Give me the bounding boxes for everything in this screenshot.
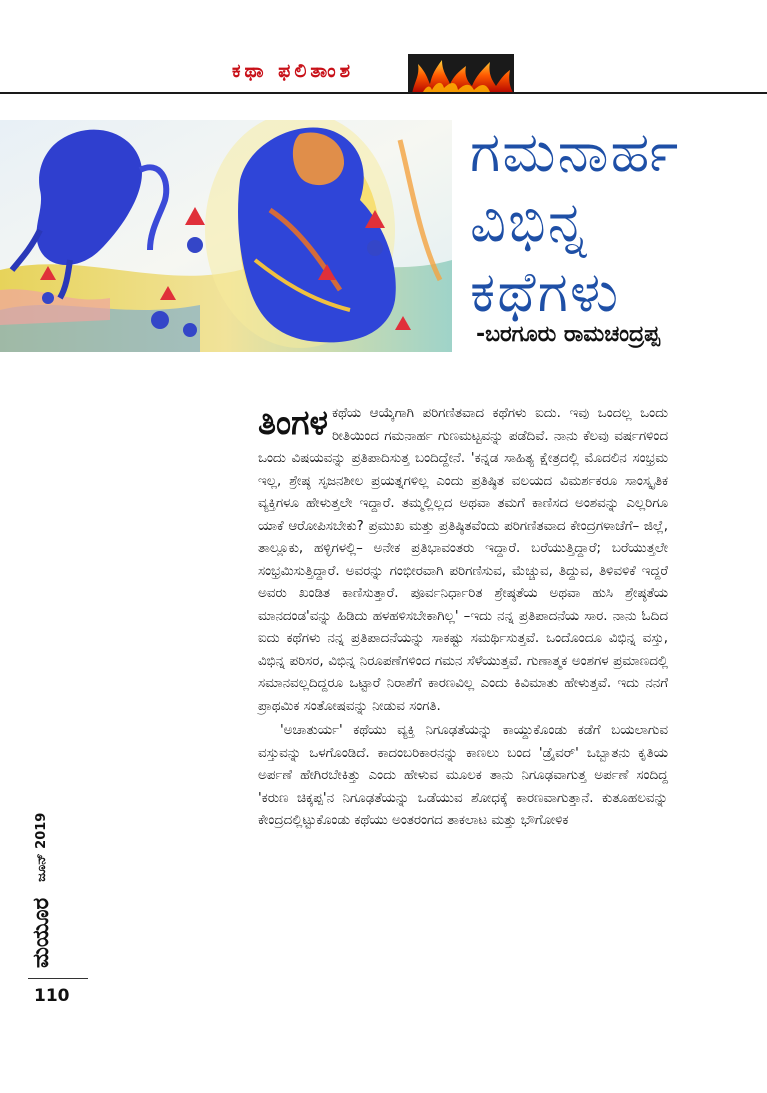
paragraph-1-text: ಕಥೆಯ ಆಯ್ಕೆಗಾಗಿ ಪರಿಗಣಿತವಾದ ಕಥೆಗಳು ಐದು. ಇವು ಒಂದಲ್ಲ ಒಂದು ರೀತಿಯಿಂದ ಗಮನಾರ್ಹ ಗುಣಮಟ್ಟವನ್ನು ಪಡೆದಿವೆ. ನಾನು ಕೆಲವು ವರ್ಷಗಳಿಂದ ಒಂದು ವಿಷಯವನ್ನು ಪ್ರತಿಪಾದಿಸುತ್ತ ಬಂದಿದ್ದೇನೆ. 'ಕನ್ನಡ ಸಾಹಿತ್ಯ ಕ್ಷೇತ್ರದಲ್ಲಿ ಮೊದಲಿನ ಸಂಭ್ರಮ ಇಲ್ಲ, ಶ್ರೇಷ್ಠ ಸೃಜನಶೀಲ ಪ್ರಯತ್ನಗಳಿಲ್ಲ ಎಂದು ಪ್ರತಿಷ್ಠಿತ ವಲಯದ ವಿಮರ್ಶಕರೂ ಸಾಂಸ್ಕೃತಿಕ ವ್ಯಕ್ತಿಗಳೂ ಹೇಳುತ್ತಲೇ ಇದ್ದಾರೆ. ತಮ್ಮಲ್ಲಿಲ್ಲದ ಅಥವಾ ತಮಗೆ ಕಾಣಿಸದ ಅಂಶವನ್ನು ಎಲ್ಲರಿಗೂ ಯಾಕೆ ಆರೋಪಿಸಬೇಕು? ಪ್ರಮುಖ ಮತ್ತು ಪ್ರತಿಷ್ಠಿತವೆಂದು ಪರಿಗಣಿತವಾದ ಕೇಂದ್ರಗಳಾಚೆಗೆ– ಜಿಲ್ಲೆ, ತಾಲ್ಲೂಕು, ಹಳ್ಳಿಗಳಲ್ಲಿ– ಅನೇಕ ಪ್ರತಿಭಾವಂತರು ಇದ್ದಾರೆ. ಬರೆಯುತ್ತಿದ್ದಾರೆ; ಬರೆಯುತ್ತಲೇ ಸಂಭ್ರಮಿಸುತ್ತಿದ್ದಾರೆ. ಅವರನ್ನು ಗಂಭೀರವಾಗಿ ಪರಿಗಣಿಸುವ, ಮೆಚ್ಚುವ, ತಿದ್ದುವ, ತಿಳಿವಳಿಕೆ ಇದ್ದರೆ ಅವರು ಖಂಡಿತ ಕಾಣಿಸುತ್ತಾರೆ. ಪೂರ್ವನಿರ್ಧಾರಿತ ಶ್ರೇಷ್ಠತೆಯ ಅಥವಾ ಹುಸಿ ಶ್ರೇಷ್ಠತೆಯ ಮಾನದಂಡ'ವನ್ನು ಹಿಡಿದು ಹಳಹಳಿಸಬೇಕಾಗಿಲ್ಲ' –ಇದು ನನ್ನ ಪ್ರತಿಪಾದನೆಯ ಸಾರ. ನಾನು ಓದಿದ ಐದು ಕಥೆಗಳು ನನ್ನ ಪ್ರತಿಪಾದನೆಯನ್ನು ಸಾಕಷ್ಟು ಸಮರ್ಥಿಸುತ್ತವೆ. ಒಂದೊಂದೂ ವಿಭಿನ್ನ ವಸ್ತು, ವಿಭಿನ್ನ ಪರಿಸರ, ವಿಭಿನ್ನ ನಿರೂಪಣೆಗಳಿಂದ ಗಮನ ಸೆಳೆಯುತ್ತವೆ. ಗುಣಾತ್ಮಕ ಅಂಶಗಳ ಪ್ರಮಾಣದಲ್ಲಿ ಸಮಾನವಲ್ಲದಿದ್ದರೂ ಒಟ್ಟಾರೆ ನಿರಾಶೆಗೆ ಕಾರಣವಿಲ್ಲ ಎಂದು ಕಿವಿಮಾತು ಹೇಳುತ್ತವೆ. ಇದು ನನಗೆ ಪ್ರಾಥಮಿಕ ಸಂತೋಷವನ್ನು ನೀಡುವ ಸಂಗತಿ.	[258, 406, 668, 714]
flame-icon	[408, 54, 514, 94]
article-title	[470, 118, 760, 328]
paragraph-2: 'ಅಚಾತುರ್ಯ' ಕಥೆಯು ವ್ಯಕ್ತಿ ನಿಗೂಢತೆಯನ್ನು ಕಾಯ್ದುಕೊಂಡು ಕಡೆಗೆ ಬಯಲಾಗುವ ವಸ್ತುವನ್ನು ಒಳಗೊಂಡಿದೆ. ಕಾದಂಬರಿಕಾರನನ್ನು ಕಾಣಲು ಬಂದ 'ಡ್ರೈವರ್' ಒಬ್ಬಾತನು ಕೃತಿಯ ಅರ್ಪಣೆ ಹೇಗಿರಬೇಕಿತ್ತು ಎಂದು ಹೇಳುವ ಮೂಲಕ ತಾನು ನಿಗೂಢವಾಗುತ್ತ ಅರ್ಪಣೆ ಸಂದಿದ್ದ 'ಕರುಣ ಚಿಕ್ಕಪ್ಪ'ನ ನಿಗೂಢತೆಯನ್ನು ಒಡೆಯುವ ಶೋಧಕ್ಕೆ ಕಾರಣವಾಗುತ್ತಾನೆ. ಕುತೂಹಲವನ್ನು ಕೇಂದ್ರದಲ್ಲಿಟ್ಟುಕೊಂಡು ಕಥೆಯು ಅಂತರಂಗದ ತಾಕಲಾಟ ಮತ್ತು ಭೌಗೋಳಿಕ	[258, 723, 668, 828]
painting-illustration	[0, 120, 452, 352]
title-line-3: ಕಥೆಗಳು	[470, 260, 621, 325]
header-rule	[0, 92, 767, 94]
magazine-name: ಮಯೂರ	[28, 897, 54, 968]
dropcap-word: ತಿಂಗಳ	[258, 403, 328, 443]
title-line-1: ಗಮನಾರ್ಹ	[470, 120, 681, 185]
issue-date: ಜೂನ್ 2019	[33, 812, 49, 882]
article-body	[258, 403, 668, 833]
title-line-2: ವಿಭಿನ್ನ	[470, 190, 589, 255]
magazine-sidebar	[28, 808, 54, 968]
section-title: ಕಥಾ ಫಲಿತಾಂಶ	[232, 60, 355, 82]
author-byline: -ಬರಗೂರು ರಾಮಚಂದ್ರಪ್ಪ	[476, 322, 660, 347]
paragraph-1	[258, 403, 668, 718]
sidebar-rule	[28, 978, 88, 979]
page-number: 110	[34, 986, 70, 1006]
